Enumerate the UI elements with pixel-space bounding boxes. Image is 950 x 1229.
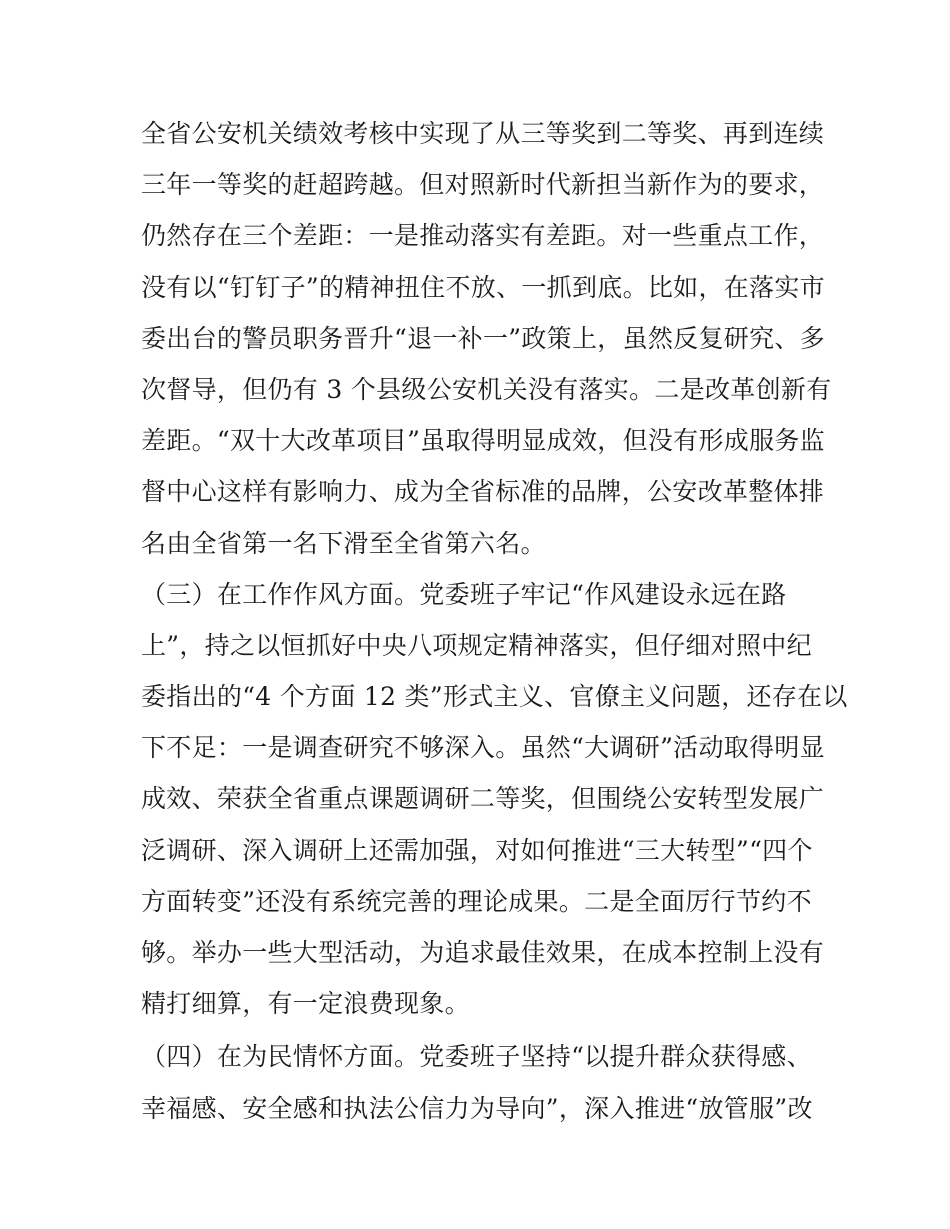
text-line: 委出台的警员职务晋升“退一补一”政策上，虽然反复研究、多 bbox=[141, 323, 825, 353]
section-heading-line: （三）在工作作风方面。党委班子牢记“作风建设永远在路 bbox=[141, 579, 787, 609]
text-line: 督中心这样有影响力、成为全省标准的品牌，公安改革整体排 bbox=[141, 477, 825, 507]
section-heading-line: （四）在为民情怀方面。党委班子坚持“以提升群众获得感、 bbox=[141, 1042, 812, 1072]
text-line: 成效、荣获全省重点课题调研二等奖，但围绕公安转型发展广 bbox=[141, 784, 825, 814]
text-line: 上”，持之以恒抓好中央八项规定精神落实，但仔细对照中纪 bbox=[141, 630, 812, 660]
text-line: 下不足：一是调查研究不够深入。虽然“大调研”活动取得明显 bbox=[141, 733, 825, 763]
text-line: 名由全省第一名下滑至全省第六名。 bbox=[141, 528, 546, 558]
text-line: 差距。“双十大改革项目”虽取得明显成效，但没有形成服务监 bbox=[141, 426, 825, 456]
text-line: 没有以“钉钉子”的精神扭住不放、一抓到底。比如，在落实市 bbox=[141, 272, 825, 302]
text-line: 次督导，但仍有 3 个县级公安机关没有落实。二是改革创新有 bbox=[141, 374, 832, 404]
text-line: 仍然存在三个差距：一是推动落实有差距。对一些重点工作， bbox=[141, 221, 825, 251]
text-line: 三年一等奖的赶超跨越。但对照新时代新担当新作为的要求， bbox=[141, 170, 825, 200]
text-line: 泛调研、深入调研上还需加强，对如何推进“三大转型”“四个 bbox=[141, 835, 813, 865]
text-line: 够。举办一些大型活动，为追求最佳效果，在成本控制上没有 bbox=[141, 938, 825, 967]
text-line: 方面转变”还没有系统完善的理论成果。二是全面厉行节约不 bbox=[141, 886, 812, 916]
text-line: 全省公安机关绩效考核中实现了从三等奖到二等奖、再到连续 bbox=[141, 119, 825, 148]
text-line: 委指出的“4 个方面 12 类”形式主义、官僚主义问题，还存在以 bbox=[141, 682, 848, 712]
text-line: 精打细算，有一定浪费现象。 bbox=[141, 989, 470, 1019]
body-text bbox=[141, 108, 848, 1134]
text-line: 幸福感、安全感和执法公信力为导向”，深入推进“放管服”改 bbox=[141, 1093, 813, 1123]
